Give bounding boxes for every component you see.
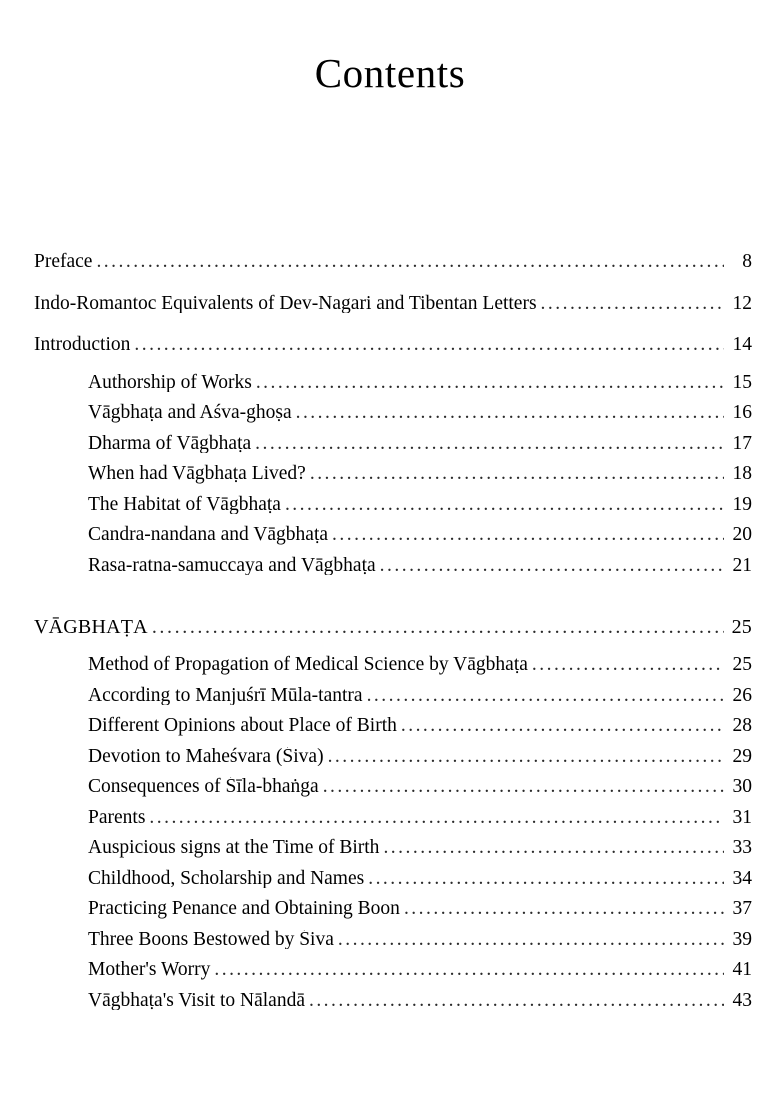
toc-entry[interactable] [88,464,752,484]
toc-chapter-entry[interactable] [34,617,752,637]
toc-chapter-entry-label: VĀGBHAṬA [34,617,148,637]
toc-entry-page-number: 19 [732,493,752,515]
toc-entry-page-number: 18 [732,463,752,484]
toc-entry-label: Method of Propagation of Medical Science by Vāgbhaṭa [88,655,528,675]
toc-entry-page-number: 39 [732,928,752,950]
toc-entry-label: Three Boons Bestowed by Śiva [88,929,334,949]
toc-entry-label: According to Manjuśrī Mūla-tantra [88,685,363,705]
toc-entry-label: Vāgbhaṭa's Visit to Nālandā [88,990,305,1010]
toc-entry-page-number: 12 [732,292,752,314]
toc-entry-page-number: 20 [732,524,752,545]
toc-entry-label: Devotion to Maheśvara (Śiva) [88,746,324,766]
toc-entry-page-number: 28 [732,715,752,736]
toc-entry-page-number: 26 [732,684,752,706]
toc-entry-page-number: 8 [742,251,752,272]
toc-entry[interactable] [88,930,752,950]
toc-entry-page-number: 41 [732,959,752,980]
toc-entry[interactable] [88,808,752,828]
toc-entry[interactable] [34,294,752,314]
toc-entry[interactable] [88,373,752,393]
toc-entry-page-number: 30 [732,776,752,797]
toc-entry[interactable] [34,252,752,272]
toc-entry-label: Auspicious signs at the Time of Birth [88,838,380,858]
dot-leader [134,335,724,355]
toc-entry-page-number: 14 [732,334,752,355]
dot-leader [149,808,724,828]
toc-entry-page-number: 29 [732,745,752,767]
toc-entry-label: Parents [88,807,146,827]
toc-entry-list [34,252,752,1010]
dot-leader [401,716,724,736]
toc-entry-label: Dharma of Vāgbhaṭa [88,433,252,453]
dot-leader [310,464,724,484]
toc-entry-label: The Habitat of Vāgbhaṭa [88,494,281,514]
toc-entry-label: Rasa-ratna-samuccaya and Vāgbhaṭa [88,555,376,575]
toc-entry-label: Mother's Worry [88,960,211,980]
toc-chapter-entry-page-number: 25 [731,616,752,638]
toc-entry[interactable] [88,434,752,454]
toc-entry[interactable] [88,495,752,515]
toc-entry-label: Consequences of Śīla-bhaṅga [88,777,319,797]
toc-entry-page-number: 43 [732,989,752,1011]
toc-entry-label: Indo-Romantoc Equivalents of Dev-Nagari and Tibentan Letters [34,293,537,313]
toc-entry[interactable] [88,655,752,675]
toc-entry-page-number: 21 [732,554,752,576]
toc-group-chapter-sections [34,655,752,1010]
dot-leader [152,617,724,637]
dot-leader [368,869,724,889]
dot-leader [323,777,724,797]
dot-leader [404,899,724,919]
toc-entry[interactable] [88,747,752,767]
dot-leader [328,747,724,767]
dot-leader [532,655,724,675]
toc-entry-label: Practicing Penance and Obtaining Boon [88,899,400,919]
toc-entry-page-number: 16 [732,402,752,423]
toc-entry-label: Childhood, Scholarship and Names [88,868,365,888]
dot-leader [541,294,724,314]
toc-entry[interactable] [88,556,752,576]
dot-leader [332,525,724,545]
toc-group-front-matter [34,252,752,355]
toc-entry-page-number: 15 [732,371,752,393]
toc-entry-label: Authorship of Works [88,372,252,392]
toc-entry-label: Preface [34,252,93,272]
dot-leader [309,991,724,1011]
toc-group-chapter-heading [34,617,752,637]
dot-leader [214,960,724,980]
toc-entry-page-number: 17 [732,432,752,454]
toc-entry[interactable] [88,716,752,736]
toc-entry[interactable] [88,991,752,1011]
toc-entry-page-number: 33 [732,837,752,858]
toc-entry-label: When had Vāgbhaṭa Lived? [88,464,306,484]
page-title: Contents [314,50,466,96]
toc-entry[interactable] [88,686,752,706]
toc-entry[interactable] [34,335,752,355]
dot-leader [338,930,724,950]
dot-leader [380,556,724,576]
toc-group-introduction-sections [34,373,752,576]
toc-entry[interactable] [88,899,752,919]
dot-leader [296,403,724,423]
dot-leader [256,373,724,393]
dot-leader [367,686,724,706]
toc-entry[interactable] [88,777,752,797]
toc-entry-label: Different Opinions about Place of Birth [88,716,397,736]
toc-entry-page-number: 31 [732,806,752,828]
toc-entry[interactable] [88,838,752,858]
toc-entry[interactable] [88,960,752,980]
dot-leader [255,434,724,454]
toc-entry-page-number: 25 [732,654,752,675]
toc-entry-page-number: 34 [732,867,752,889]
toc-entry-label: Candra-nandana and Vāgbhaṭa [88,525,329,545]
toc-entry[interactable] [88,525,752,545]
toc-entry[interactable] [88,869,752,889]
toc-entry[interactable] [88,403,752,423]
toc-entry-label: Introduction [34,335,131,355]
dot-leader [383,838,724,858]
toc-entry-label: Vāgbhaṭa and Aśva-ghoṣa [88,403,292,423]
toc-entry-page-number: 37 [732,898,752,919]
dot-leader [285,495,724,515]
dot-leader [96,252,724,272]
